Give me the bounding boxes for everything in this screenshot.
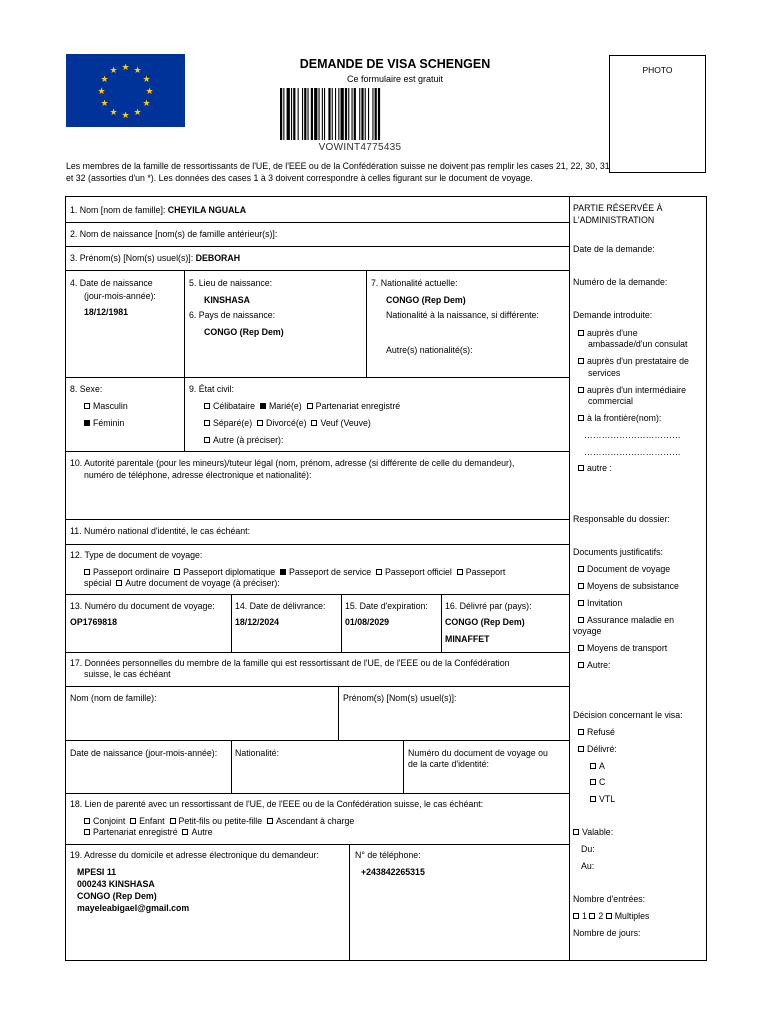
admin-dots-1: …………………………… (584, 430, 681, 440)
civil-single-option[interactable]: Célibataire (204, 401, 255, 411)
barcode-bar (354, 88, 356, 140)
relation-spouse-option[interactable]: Conjoint (84, 816, 125, 826)
barcode-bar (338, 88, 339, 140)
field-14-label: 14. Date de délivrance: (235, 601, 326, 611)
checkbox-icon (84, 818, 90, 824)
checkbox-icon (578, 415, 584, 421)
doc-special-option[interactable]: Passeport (457, 567, 506, 577)
barcode-bar (372, 88, 373, 140)
field-10-label: 10. Autorité parentale (pour les mineurs)/tuteur légal (nom, prénom, adresse (si différente de celle du demandeur), (70, 458, 515, 468)
admin-doc-invitation[interactable]: Invitation (578, 598, 622, 609)
star-icon: ★ (142, 74, 151, 84)
star-icon: ★ (100, 98, 109, 108)
admin-visa-a-option[interactable]: A (590, 761, 605, 772)
phone-value: +243842265315 (361, 867, 425, 877)
admin-to-label: Au: (581, 861, 595, 871)
admin-entries-multiple[interactable]: Multiples (606, 911, 650, 921)
field-6-label: 6. Pays de naissance: (189, 310, 276, 320)
admin-embassy-option-2: ambassade/d'un consulat (588, 339, 688, 349)
barcode-bar (345, 88, 347, 140)
eu-flag (66, 54, 185, 127)
relation-other-option[interactable]: Autre (182, 827, 212, 837)
field-17-doc-label: Numéro du document de voyage ou (408, 748, 548, 758)
barcode-bar (352, 88, 353, 140)
barcode-bar (314, 88, 317, 140)
barcode-bar (378, 88, 380, 140)
admin-doc-insurance[interactable]: Assurance maladie en (578, 615, 674, 626)
field-17-name-label: Nom (nom de famille): (70, 693, 157, 703)
doc-service-option[interactable]: Passeport de service (280, 567, 371, 577)
civil-widowed-option[interactable]: Veuf (Veuve) (311, 418, 370, 428)
intro-text: Les membres de la famille de ressortissants de l'UE, de l'EEE ou de la Confédération suisse ne doivent pas remplir les cases 21, 22, 30, 31 et 32 (assorties d'un *). Les données des cases 1 à 3 doivent correspondre à celles figurant sur le document de voyage. (66, 161, 610, 183)
checkbox-icon (578, 662, 584, 668)
barcode-bar (335, 88, 336, 140)
checkbox-icon (376, 569, 382, 575)
field-4-value: 18/12/1981 (84, 307, 129, 317)
checkbox-checked-icon (260, 403, 266, 409)
checkbox-icon (606, 913, 612, 919)
field-7-birth-label: Nationalité à la naissance, si différente: (386, 310, 539, 320)
checkbox-checked-icon (280, 569, 286, 575)
field-11-label: 11. Numéro national d'identité, le cas échéant: (70, 526, 251, 536)
barcode-bar (280, 88, 282, 140)
photo-box (609, 55, 706, 173)
barcode-bar (322, 88, 323, 140)
barcode-bar (304, 88, 306, 140)
doc-special-option-cont: spécial (84, 578, 112, 588)
admin-doc-means[interactable]: Moyens de subsistance (578, 581, 679, 592)
phone-label: N° de téléphone: (355, 850, 421, 860)
admin-doc-other[interactable]: Autre: (578, 660, 610, 671)
field-1-label: 1. Nom [nom de famille]: (70, 205, 166, 215)
checkbox-icon (590, 779, 596, 785)
barcode-bar (359, 88, 360, 140)
admin-introduced-label: Demande introduite: (573, 310, 653, 320)
barcode-bar (311, 88, 313, 140)
doc-diplomatic-option[interactable]: Passeport diplomatique (174, 567, 275, 577)
field-7-other-label: Autre(s) nationalité(s): (386, 345, 473, 355)
admin-date-label: Date de la demande: (573, 244, 655, 254)
barcode-bar (287, 88, 290, 140)
sex-male-option[interactable]: Masculin (84, 401, 128, 412)
admin-entries-label: Nombre d'entrées: (573, 894, 646, 904)
checkbox-icon (578, 566, 584, 572)
visa-form (65, 196, 707, 961)
field-1-value: CHEYILA NGUALA (167, 205, 247, 215)
field-12-label: 12. Type de document de voyage: (70, 550, 203, 560)
field-5-label: 5. Lieu de naissance: (189, 278, 273, 288)
field-19-label: 19. Adresse du domicile et adresse électronique du demandeur: (70, 850, 319, 860)
star-icon: ★ (133, 107, 142, 117)
field-13-value: OP1769818 (70, 617, 117, 627)
checkbox-checked-icon (84, 420, 90, 426)
checkbox-icon (267, 818, 273, 824)
admin-provider-option-2: services (588, 368, 621, 378)
admin-embassy-option[interactable]: auprès d'une (578, 328, 638, 339)
address-line-3: CONGO (Rep Dem) (77, 891, 157, 901)
star-icon: ★ (109, 107, 118, 117)
admin-entries-1[interactable]: 1 (573, 911, 587, 921)
field-4-label: 4. Date de naissance (70, 278, 153, 288)
civil-other-option[interactable]: Autre (à préciser): (204, 435, 283, 446)
field-6-value: CONGO (Rep Dem) (204, 327, 284, 337)
barcode-bar (332, 88, 333, 140)
admin-responsible-label: Responsable du dossier: (573, 514, 670, 524)
checkbox-icon (116, 580, 122, 586)
admin-visa-vtl-option[interactable]: VTL (590, 794, 615, 805)
field-17-dob-label: Date de naissance (jour-mois-année): (70, 748, 218, 758)
admin-intermediary-option-2: commercial (588, 396, 633, 406)
field-5-value: KINSHASA (204, 295, 250, 305)
checkbox-icon (578, 387, 584, 393)
field-3-value: DEBORAH (195, 253, 241, 263)
checkbox-icon (84, 403, 90, 409)
checkbox-icon (578, 729, 584, 735)
checkbox-icon (204, 437, 210, 443)
checkbox-icon (573, 913, 579, 919)
checkbox-icon (257, 420, 263, 426)
checkbox-icon (578, 358, 584, 364)
admin-refused-option[interactable]: Refusé (578, 727, 615, 738)
admin-other-option[interactable]: autre : (578, 463, 612, 474)
checkbox-icon (84, 829, 90, 835)
barcode-number: VOWINT4775435 (318, 142, 402, 153)
field-2-label: 2. Nom de naissance [nom(s) de famille antérieur(s)]: (70, 229, 278, 239)
admin-intermediary-option[interactable]: auprès d'un intermédiaire (578, 385, 686, 396)
star-icon: ★ (109, 65, 118, 75)
field-9-label: 9. État civil: (189, 384, 234, 394)
checkbox-icon (182, 829, 188, 835)
checkbox-icon (578, 583, 584, 589)
admin-entries-2[interactable]: 2 (589, 911, 603, 921)
star-icon: ★ (145, 86, 154, 96)
checkbox-icon (573, 829, 579, 835)
relation-partnership-option[interactable]: Partenariat enregistré (84, 827, 178, 837)
barcode-bar (375, 88, 377, 140)
field-16-value-2: MINAFFET (445, 634, 490, 644)
barcode-bar (368, 88, 369, 140)
admin-doc-insurance-2: voyage (573, 626, 602, 636)
star-icon: ★ (121, 62, 130, 72)
barcode-bar (302, 88, 303, 140)
field-7-label: 7. Nationalité actuelle: (371, 278, 458, 288)
form-title: DEMANDE DE VISA SCHENGEN (299, 57, 491, 71)
checkbox-icon (174, 569, 180, 575)
barcode-bar (328, 88, 330, 140)
checkbox-icon (457, 569, 463, 575)
checkbox-icon (578, 600, 584, 606)
admin-number-label: Numéro de la demande: (573, 277, 668, 287)
checkbox-icon (589, 913, 595, 919)
checkbox-icon (578, 617, 584, 623)
barcode-bar (308, 88, 309, 140)
checkbox-icon (590, 796, 596, 802)
field-10-label-2: numéro de téléphone, adresse électronique et nationalité): (84, 470, 312, 480)
field-14-value: 18/12/2024 (235, 617, 280, 627)
admin-heading: PARTIE RÉSERVÉE À (573, 203, 663, 213)
barcode (280, 88, 440, 140)
barcode-bar (283, 88, 284, 140)
field-17-nationality-label: Nationalité: (235, 748, 280, 758)
checkbox-icon (307, 403, 313, 409)
checkbox-icon (130, 818, 136, 824)
admin-docs-label: Documents justificatifs: (573, 547, 663, 557)
checkbox-icon (590, 763, 596, 769)
admin-doc-transport[interactable]: Moyens de transport (578, 643, 667, 654)
barcode-bar (348, 88, 349, 140)
field-16-value: CONGO (Rep Dem) (445, 617, 525, 627)
photo-label: PHOTO (642, 65, 673, 75)
field-8-label: 8. Sexe: (70, 384, 103, 394)
checkbox-icon (84, 569, 90, 575)
admin-heading-2: L'ADMINISTRATION (573, 215, 655, 225)
checkbox-icon (578, 330, 584, 336)
field-13-label: 13. Numéro du document de voyage: (70, 601, 215, 611)
checkbox-icon (578, 645, 584, 651)
address-line-2: 000243 KINSHASA (77, 879, 155, 889)
checkbox-icon (578, 746, 584, 752)
field-3-label: 3. Prénom(s) [Nom(s) usuel(s)]: (70, 253, 194, 263)
barcode-bar (365, 88, 366, 140)
checkbox-icon (578, 465, 584, 471)
checkbox-icon (170, 818, 176, 824)
star-icon: ★ (133, 65, 142, 75)
barcode-bar (324, 88, 325, 140)
checkbox-icon (204, 420, 210, 426)
admin-valid-option[interactable]: Valable: (573, 827, 613, 838)
star-icon: ★ (142, 98, 151, 108)
star-icon: ★ (100, 74, 109, 84)
field-17-label-2: suisse, le cas échéant (84, 669, 171, 679)
admin-dots-2: …………………………… (584, 447, 681, 457)
field-17-label: 17. Données personnelles du membre de la famille qui est ressortissant de l'UE, de l'EEE ou de la Confédération (70, 658, 510, 668)
relation-grandchild-option[interactable]: Petit-fils ou petite-fille (170, 816, 263, 826)
barcode-bar (361, 88, 363, 140)
star-icon: ★ (121, 110, 130, 120)
admin-visa-c-option[interactable]: C (590, 777, 605, 788)
admin-doc-travel[interactable]: Document de voyage (578, 564, 670, 575)
civil-divorced-option[interactable]: Divorcé(e) (257, 418, 307, 428)
field-16-label: 16. Délivré par (pays): (445, 601, 532, 611)
field-18-label: 18. Lien de parenté avec un ressortissant de l'UE, de l'EEE ou de la Confédération suisse, le cas échéant: (70, 799, 484, 809)
address-line-1: MPESI 11 (77, 867, 117, 877)
doc-ordinary-option[interactable]: Passeport ordinaire (84, 567, 169, 577)
barcode-bar (319, 88, 320, 140)
doc-official-option[interactable]: Passeport officiel (376, 567, 452, 577)
field-15-value: 01/08/2029 (345, 617, 390, 627)
field-17-doc-label-2: de la carte d'identité: (408, 759, 489, 769)
admin-from-label: Du: (581, 844, 595, 854)
barcode-bar (291, 88, 292, 140)
relation-ascendant-option[interactable]: Ascendant à charge (267, 816, 354, 826)
checkbox-icon (204, 403, 210, 409)
star-icon: ★ (97, 86, 106, 96)
relation-child-option[interactable]: Enfant (130, 816, 164, 826)
email-value: mayeleabigael@gmail.com (77, 903, 190, 913)
civil-partnership-option[interactable]: Partenariat enregistré (307, 401, 401, 411)
field-17-firstname-label: Prénom(s) [Nom(s) usuel(s)]: (343, 693, 457, 703)
form-subtitle: Ce formulaire est gratuit (346, 74, 444, 84)
field-4-label-2: (jour-mois-année): (84, 291, 156, 301)
civil-married-option[interactable]: Marié(e) (260, 401, 302, 411)
barcode-bar (293, 88, 295, 140)
admin-decision-label: Décision concernant le visa: (573, 710, 683, 720)
barcode-bar (298, 88, 299, 140)
field-7-value: CONGO (Rep Dem) (386, 295, 466, 305)
checkbox-icon (311, 420, 317, 426)
doc-other-option[interactable]: Autre document de voyage (à préciser): (116, 578, 280, 588)
admin-provider-option[interactable]: auprès d'un prestataire de (578, 356, 689, 367)
field-15-label: 15. Date d'expiration: (345, 601, 428, 611)
civil-separated-option[interactable]: Séparé(e) (204, 418, 252, 428)
admin-border-option[interactable]: à la frontière(nom): (578, 413, 661, 424)
admin-days-label: Nombre de jours: (573, 928, 641, 938)
admin-issued-option[interactable]: Délivré: (578, 744, 617, 755)
barcode-bar (341, 88, 344, 140)
sex-female-option[interactable]: Féminin (84, 418, 124, 429)
